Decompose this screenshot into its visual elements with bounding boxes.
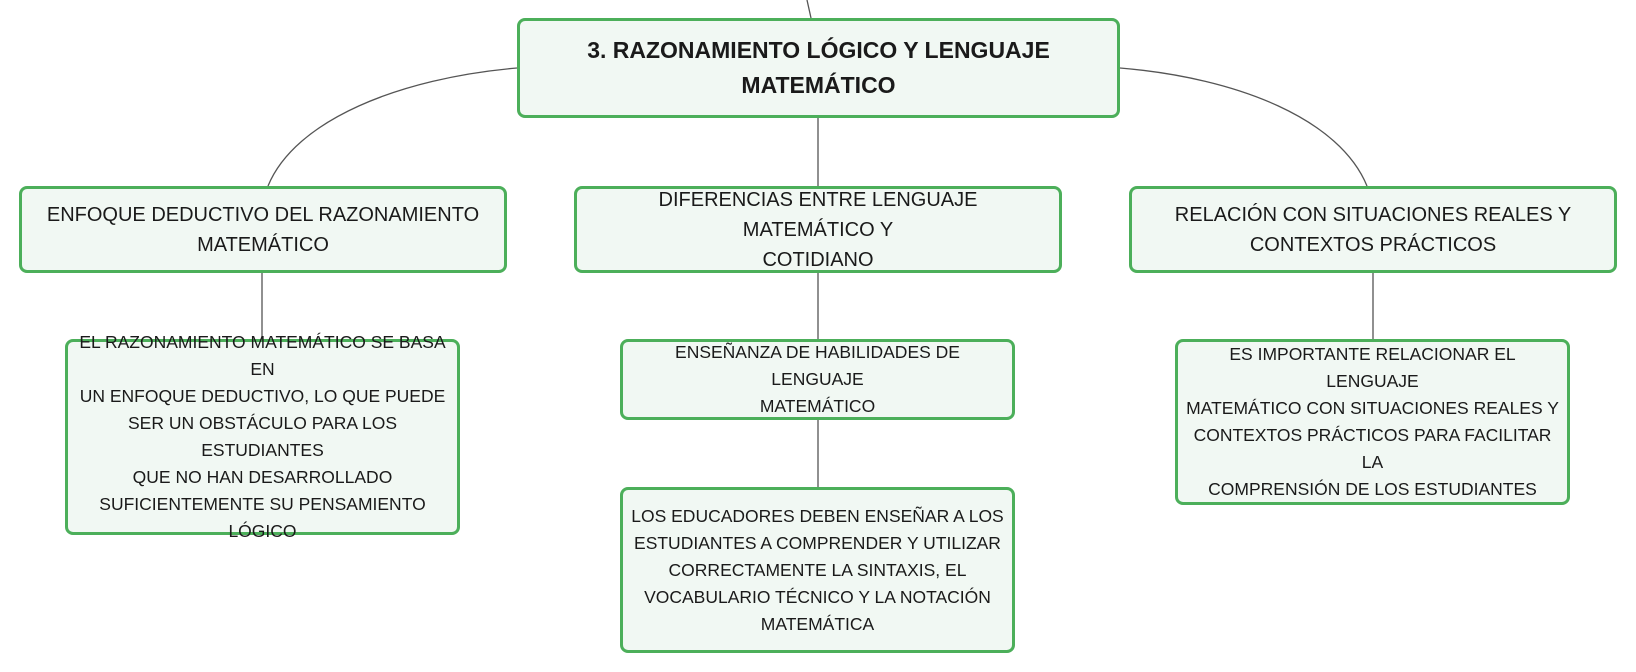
- connector-parent-to-root: [807, 0, 811, 18]
- leaf-line: UN ENFOQUE DEDUCTIVO, LO QUE PUEDE: [79, 386, 446, 406]
- connector-root-to-topic-left: [268, 68, 517, 186]
- topic-line-1: DIFERENCIAS ENTRE LENGUAJE MATEMÁTICO Y: [658, 188, 978, 241]
- leaf-line: COMPRENSIÓN DE LOS ESTUDIANTES: [1208, 479, 1537, 499]
- leaf-line: ES IMPORTANTE RELACIONAR EL LENGUAJE: [1229, 344, 1516, 391]
- topic-node-real-situations[interactable]: [1129, 186, 1617, 273]
- leaf-line: VOCABULARIO TÉCNICO Y LA NOTACIÓN: [644, 586, 991, 607]
- root-node-line-2: MATEMÁTICO: [741, 72, 896, 98]
- leaf-line: EL RAZONAMIENTO MATEMÁTICO SE BASA EN: [79, 332, 446, 379]
- leaf-line: MATEMÁTICA: [760, 613, 875, 634]
- topic-node-deductive-approach[interactable]: [19, 186, 507, 273]
- leaf-line: LOS EDUCADORES DEBEN ENSEÑAR A LOS: [631, 505, 1004, 526]
- leaf-line: CORRECTAMENTE LA SINTAXIS, EL: [668, 559, 967, 580]
- leaf-line: SER UN OBSTÁCULO PARA LOS ESTUDIANTES: [127, 413, 398, 460]
- topic-line-2: COTIDIANO: [762, 248, 874, 271]
- root-node[interactable]: [517, 18, 1120, 118]
- leaf-line: MATEMÁTICO: [759, 396, 876, 416]
- topic-line-1: ENFOQUE DEDUCTIVO DEL RAZONAMIENTO: [46, 203, 480, 226]
- topic-line-1: RELACIÓN CON SITUACIONES REALES Y: [1174, 203, 1572, 226]
- leaf-node-teaching-language-skills[interactable]: [620, 339, 1015, 420]
- leaf-node-practical-contexts[interactable]: [1175, 339, 1570, 505]
- leaf-line: LÓGICO: [228, 521, 297, 541]
- leaf-line: ESTUDIANTES A COMPRENDER Y UTILIZAR: [634, 532, 1001, 553]
- root-node-line-1: 3. RAZONAMIENTO LÓGICO Y LENGUAJE: [587, 37, 1050, 63]
- leaf-node-deductive-obstacle[interactable]: [65, 332, 460, 541]
- topic-line-2: CONTEXTOS PRÁCTICOS: [1249, 233, 1497, 256]
- leaf-line: MATEMÁTICO CON SITUACIONES REALES Y: [1186, 398, 1559, 418]
- topic-node-language-differences[interactable]: [574, 186, 1062, 273]
- leaf-node-educators-notation[interactable]: [620, 487, 1015, 653]
- leaf-line: ENSEÑANZA DE HABILIDADES DE LENGUAJE: [675, 342, 960, 389]
- leaf-line: CONTEXTOS PRÁCTICOS PARA FACILITAR LA: [1193, 425, 1552, 472]
- connector-root-to-topic-right: [1120, 68, 1367, 186]
- leaf-line: SUFICIENTEMENTE SU PENSAMIENTO: [99, 494, 426, 514]
- leaf-line: QUE NO HAN DESARROLLADO: [132, 467, 393, 487]
- topic-line-2: MATEMÁTICO: [197, 233, 329, 256]
